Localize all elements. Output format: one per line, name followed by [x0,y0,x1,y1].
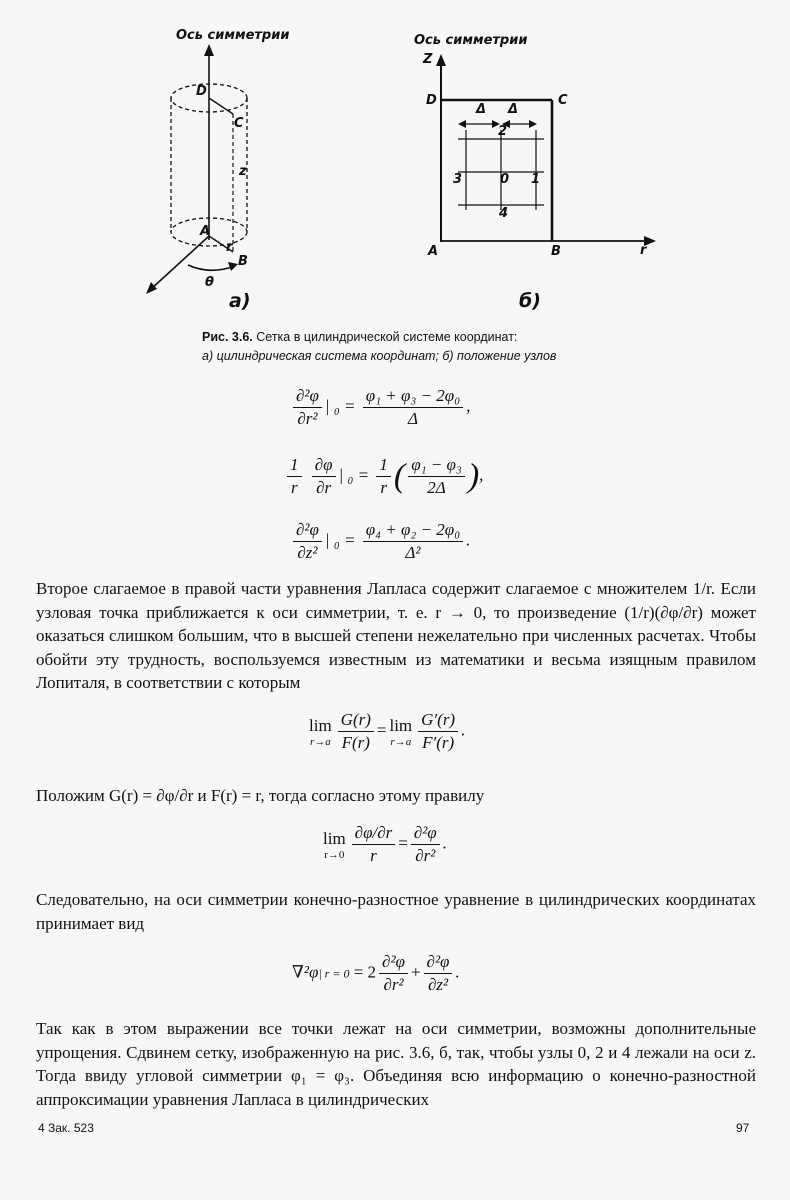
eq2-op: = [357,465,370,485]
point-B-right: B [551,244,561,259]
figure-b-grid [420,50,660,260]
eq3-lhs-num: ∂²φ [293,520,322,542]
node-3: 3 [453,172,463,187]
eq3-lhs-den: ∂z² [297,543,318,562]
right-axis-title: Ось симметрии [414,33,528,48]
equation-1 [290,386,470,429]
laplace-d2: ∂z² [427,975,449,994]
eq3-rhs-den: Δ² [405,543,421,562]
eq2-eval: | ₀ [338,465,354,485]
eq2-a-den: r [290,478,298,497]
lim-3-sub: r→0 [324,848,345,861]
label-z-left: z [239,164,247,179]
laplace-n1: ∂²φ [379,952,408,974]
lhopital-num-2: G′(r) [418,710,458,732]
paragraph-1: Второе слагаемое в правой части уравнения Лапласа содержит слагаемое с множителем 1/r. Если узловая точка приближается к оси симметрии, т. е. r → 0, то произведение (1/r)(∂φ/∂r) может оказаться слишком большим, что в высшей степени нежелательно при численных расчетах. Чтобы обойти эту трудность, воспользуемся известным из математики и весьма изящным правилом Лопиталя, в соответствии с которым [36,579,756,692]
laplace-n2: ∂²φ [424,952,453,974]
figure-a-cylinder [140,40,310,300]
lhopital-formula [306,710,465,753]
eq3-rhs-num: φ₄ + φ₂ − 2φ₀ [363,520,463,542]
laplace-d1: ∂r² [383,975,404,994]
eq2-close-paren: ) [467,457,480,495]
lim-1: lim [309,715,332,735]
point-A-left: A [200,224,211,239]
lim-1-sub: r→a [309,735,331,748]
caption-line-1: Сетка в цилиндрической системе координат: [256,330,518,344]
lhopital-eq: = [376,720,387,740]
label-z-axis: Z [423,52,433,67]
node-4: 4 [499,206,509,221]
limit-den: r [370,846,377,865]
label-r-left: r [226,240,233,255]
lhopital-den-2: F′(r) [422,733,455,752]
lim-3: lim [323,828,346,848]
eq2-c-num: 1 [376,455,391,477]
eq2-d-num: φ₁ − φ₃ [408,455,465,477]
left-axis-title: Ось симметрии [176,28,290,43]
page-number: 97 [736,1121,750,1135]
limit-num: ∂φ/∂r [352,823,396,845]
lhopital-num-1: G(r) [338,710,374,732]
point-D-right: D [426,93,437,108]
node-0: 0 [500,172,510,187]
equation-3 [290,520,470,563]
limit-rnum: ∂²φ [411,823,440,845]
label-r-axis: r [640,243,647,258]
point-C-right: C [558,93,568,108]
node-2: 2 [498,124,508,139]
laplace-lhs: ∇²φ [292,962,319,982]
eq2-d-den: 2Δ [427,478,446,497]
lhopital-den-1: F(r) [341,733,370,752]
eq2-a-num: 1 [287,455,302,477]
point-D-left: D [196,84,207,99]
eq2-open-paren: ( [393,457,406,495]
eq2-b-num: ∂φ [312,455,336,477]
eq3-tail: . [466,530,471,550]
delta-label-1: Δ [476,102,487,117]
eq1-rhs-num: φ₁ + φ₃ − 2φ₀ [363,386,463,408]
eq2-b-den: ∂r [316,478,332,497]
eq1-rhs-den: Δ [407,409,418,428]
limit-tail: . [442,833,447,853]
eq2-c-den: r [380,478,387,497]
delta-label-2: Δ [508,102,519,117]
paragraph-3: Следовательно, на оси симметрии конечно-разностное уравнение в цилиндрических координатах принимает вид [36,890,756,933]
lhopital-tail: . [461,720,466,740]
point-A-right: A [428,244,439,259]
point-C-left: C [234,116,244,131]
eq1-tail: , [466,396,471,416]
laplace-eval: | r = 0 [318,966,350,981]
paragraph-2: Положим G(r) = ∂φ/∂r и F(r) = r, тогда согласно этому правилу [36,786,485,805]
figure-b-label: б) [519,290,541,312]
limit-eq: = [398,833,408,853]
point-B-left: B [238,254,248,269]
limit-formula [320,823,447,866]
eq1-lhs-den: ∂r² [297,409,318,428]
laplace-eq: = 2 [353,962,377,982]
figure-a-label: а) [229,290,251,312]
footer-left: 4 Зак. 523 [38,1121,94,1135]
lim-2: lim [389,715,413,735]
limit-rden: ∂r² [415,846,436,865]
laplace-plus: + [410,962,421,982]
eq1-eval: | ₀ [324,396,340,416]
eq2-tail: , [479,465,484,485]
paragraph-4: Так как в этом выражении все точки лежат на оси симметрии, возможны дополнительные упрощения. Сдвинем сетку, изображенную на рис. 3.6, б, так, чтобы узлы 0, 2 и 4 лежали на оси z. Тогда ввиду угловой симметрии φ₁ = φ₃. Объединяя всю информацию о конечно-разностной аппроксимации уравнения Лапласа в цилиндрических [36,1019,756,1109]
eq3-eval: | ₀ [324,530,340,550]
node-1: 1 [531,172,541,187]
laplace-tail: . [455,962,460,982]
figure-caption [202,328,722,366]
caption-title: Рис. 3.6. [202,330,253,344]
eq3-op: = [344,530,356,550]
caption-line-2: а) цилиндрическая система координат; б) положение узлов [202,349,557,363]
eq1-op: = [344,396,356,416]
equation-2 [284,455,483,498]
laplace-axis-formula [292,952,460,995]
lim-2-sub: r→a [390,735,412,748]
eq1-lhs-num: ∂²φ [293,386,322,408]
label-theta: θ [205,275,214,290]
